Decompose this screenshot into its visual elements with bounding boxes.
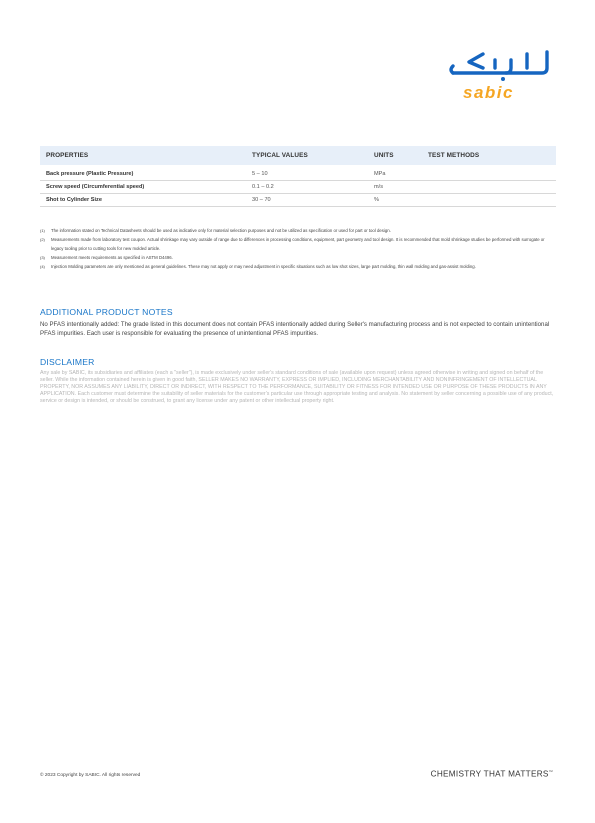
footnote-number: (4) <box>40 264 45 269</box>
header-properties: PROPERTIES <box>46 152 89 159</box>
table-header <box>40 146 556 165</box>
footnote <box>40 253 556 262</box>
disclaimer-body: Any sale by SABIC, its subsidiaries and affiliates (each a "seller"), is made exclusively under seller's standard conditions of sale (available upon request) unless agreed otherwise in writing and signed on behalf of the seller. While the information contained herein is given in good faith, SELLER MAKES NO WARRANTY, EXPRESS OR IMPLIED, INCLUDING MERCHANTABILITY AND NONINFRINGEMENT OF INTELLECTUAL PROPERTY, NOR ASSUMES ANY LIABILITY, DIRECT OR INDIRECT, WITH RESPECT TO THE PERFORMANCE, SUITABILITY OR FITNESS FOR INTENDED USE OR PURPOSE OF THESE PRODUCTS IN ANY APPLICATION. Each customer must determine the suitability of seller materials for the customer's particular use through appropriate testing and analysis. No statement by seller concerning a possible use of any product, service or design is intended, or should be construed, to grant any license under any patent or other intellectual property right. <box>40 370 554 404</box>
row-unit: MPa <box>374 171 386 177</box>
row-value: 5 – 10 <box>252 171 268 177</box>
tagline-text: CHEMISTRY THAT MATTERS <box>430 769 549 779</box>
footnote-number: (1) <box>40 228 45 233</box>
sabic-logo-graphic <box>443 46 553 104</box>
properties-table <box>40 146 556 207</box>
table-row <box>40 181 556 194</box>
footnote <box>40 235 556 253</box>
row-unit: m/s <box>374 184 384 190</box>
logo-wordmark: sabic <box>463 83 514 102</box>
footnote-number: (2) <box>40 237 45 242</box>
row-property: Back pressure (Plastic Pressure) <box>46 171 134 177</box>
trademark-mark: ™ <box>548 769 553 774</box>
header-test-methods: TEST METHODS <box>428 152 480 159</box>
additional-notes-body: No PFAS intentionally added: The grade listed in this document does not contain PFAS intentionally added during Seller's manufacturing process and is not expected to contain unintentional PFAS impurities. Each user is responsible for evaluating the presence of unintentional PFAS impurities. <box>40 321 550 337</box>
footnote-number: (3) <box>40 255 45 260</box>
footnote-text: Measurement meets requirements as specified in ASTM D4496. <box>51 255 173 260</box>
copyright: © 2023 Copyright by SABIC. All rights reserved <box>40 773 141 778</box>
footnote-text: Injection Molding parameters are only mentioned as general guidelines. These may not apply or may need adjustment in specific situations such as low shot sizes, large part molding, thin wall molding and gas-assist molding. <box>51 264 476 269</box>
row-unit: % <box>374 197 379 203</box>
row-property: Shot to Cylinder Size <box>46 197 102 203</box>
table-row <box>40 168 556 181</box>
footnote-text: Measurements made from laboratory test coupon. Actual shrinkage may vary outside of range due to differences in processing conditions, equipment, part geometry and tool design. It is recommended that mold shrinkage studies be performed with surrogate or legacy tooling prior to cutting tools for new molded article. <box>51 237 545 251</box>
row-value: 0.1 – 0.2 <box>252 184 274 190</box>
row-value: 30 – 70 <box>252 197 271 203</box>
footnote-text: The information stated on Technical Datasheets should be used as indicative only for material selection purposes and not be utilized as specification or used for part or tool design. <box>51 228 391 233</box>
footnote <box>40 226 556 235</box>
sabic-logo <box>443 46 553 104</box>
header-units: UNITS <box>374 152 394 159</box>
footnote <box>40 262 556 271</box>
footnotes <box>40 226 556 271</box>
additional-notes-title: ADDITIONAL PRODUCT NOTES <box>40 307 173 317</box>
table-row <box>40 194 556 207</box>
tagline <box>431 769 553 779</box>
disclaimer-title: DISCLAIMER <box>40 357 95 367</box>
header-typical-values: TYPICAL VALUES <box>252 152 308 159</box>
row-property: Screw speed (Circumferential speed) <box>46 184 145 190</box>
